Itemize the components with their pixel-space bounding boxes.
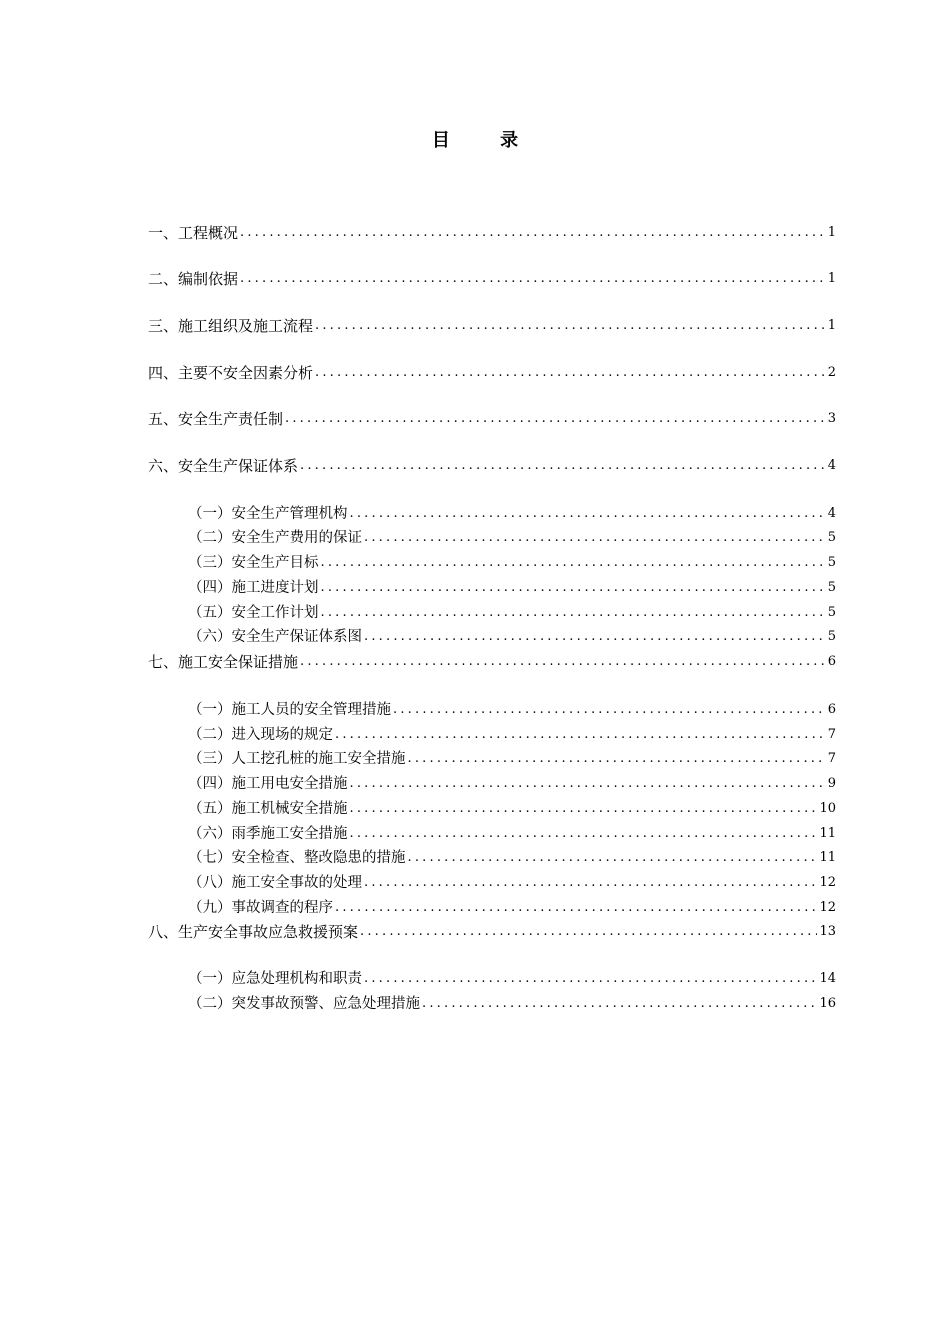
toc-entry-label: （八）施工安全事故的处理 — [188, 875, 362, 891]
toc-page-number: 5 — [827, 555, 836, 570]
leader-dots — [350, 823, 818, 845]
page-title: 目 录 — [431, 130, 541, 151]
toc-entry-label: （九）事故调查的程序 — [188, 900, 333, 916]
toc-page-number: 4 — [827, 458, 836, 473]
leader-dots — [350, 503, 826, 525]
toc-entry[interactable] — [148, 408, 836, 430]
toc-page-number: 7 — [827, 751, 836, 766]
toc-subentry[interactable] — [188, 552, 836, 574]
toc-entry-label: （五）施工机械安全措施 — [188, 801, 348, 817]
leader-dots — [285, 408, 826, 430]
toc-entry[interactable] — [148, 455, 836, 477]
leader-dots — [321, 602, 826, 624]
toc-page-number: 3 — [827, 411, 836, 426]
toc-entry-label: （一）应急处理机构和职责 — [188, 971, 362, 987]
toc-subentry[interactable] — [188, 897, 836, 919]
toc-entry-label: （四）施工用电安全措施 — [188, 776, 348, 792]
toc-page-number: 1 — [827, 225, 836, 240]
toc-subentry[interactable] — [188, 699, 836, 721]
leader-dots — [350, 773, 826, 795]
toc-page-number: 13 — [819, 924, 836, 939]
toc-entry-label: 一、工程概况 — [148, 224, 239, 242]
toc-subentry[interactable] — [188, 773, 836, 795]
leader-dots — [364, 626, 826, 648]
toc-page-number: 11 — [819, 850, 836, 865]
toc-subentry[interactable] — [188, 577, 836, 599]
leader-dots — [335, 724, 826, 746]
toc-entry[interactable] — [148, 315, 836, 337]
toc-entry-label: （七）安全检查、整改隐患的措施 — [188, 850, 406, 866]
leader-dots — [393, 699, 826, 721]
leader-dots — [364, 968, 817, 990]
toc-entry-label: （六）雨季施工安全措施 — [188, 826, 348, 842]
toc-entry-label: （二）进入现场的规定 — [188, 727, 333, 743]
toc-subentry[interactable] — [188, 626, 836, 648]
toc-entry-label: （一）施工人员的安全管理措施 — [188, 702, 391, 718]
toc-entry-label: 二、编制依据 — [148, 270, 239, 288]
toc-entry[interactable] — [148, 921, 836, 943]
leader-dots — [364, 527, 826, 549]
toc-entry-label: 八、生产安全事故应急救援预案 — [148, 923, 359, 941]
toc-entry-label: （四）施工进度计划 — [188, 580, 319, 596]
toc-page-number: 4 — [827, 506, 836, 521]
toc-page-number: 9 — [827, 776, 836, 791]
toc-subentry[interactable] — [188, 798, 836, 820]
toc-entry-label: （六）安全生产保证体系图 — [188, 629, 362, 645]
toc-page-number: 5 — [827, 530, 836, 545]
toc-page-number: 14 — [819, 971, 836, 986]
leader-dots — [422, 993, 817, 1015]
toc-entry[interactable] — [148, 268, 836, 290]
toc-subentry[interactable] — [188, 602, 836, 624]
toc-page-number: 10 — [819, 801, 836, 816]
leader-dots — [315, 362, 826, 384]
toc-entry-label: 三、施工组织及施工流程 — [148, 317, 314, 335]
toc-entry-label: 四、主要不安全因素分析 — [148, 364, 314, 382]
toc-subentry[interactable] — [188, 872, 836, 894]
toc-entry-label: 六、安全生产保证体系 — [148, 457, 299, 475]
toc-page-number: 6 — [827, 702, 836, 717]
toc-entry-label: （三）人工挖孔桩的施工安全措施 — [188, 751, 406, 767]
leader-dots — [240, 222, 826, 244]
toc-page-number: 11 — [819, 826, 836, 841]
toc-page-number: 7 — [827, 727, 836, 742]
toc-entry-label: （五）安全工作计划 — [188, 605, 319, 621]
toc-page-number: 6 — [827, 654, 836, 669]
toc-subentry[interactable] — [188, 724, 836, 746]
leader-dots — [300, 651, 826, 673]
toc-subentry[interactable] — [188, 503, 836, 525]
toc-entry-label: （三）安全生产目标 — [188, 555, 319, 571]
toc-subentry[interactable] — [188, 527, 836, 549]
leader-dots — [321, 577, 826, 599]
leader-dots — [300, 455, 826, 477]
toc-page-number: 16 — [819, 996, 836, 1011]
toc-entry-label: 七、施工安全保证措施 — [148, 653, 299, 671]
toc-entry-label: （二）突发事故预警、应急处理措施 — [188, 996, 420, 1012]
leader-dots — [350, 798, 818, 820]
toc-subentry[interactable] — [188, 748, 836, 770]
toc-page-number: 1 — [827, 271, 836, 286]
toc-entry-label: （一）安全生产管理机构 — [188, 506, 348, 522]
toc-page-number: 5 — [827, 580, 836, 595]
leader-dots — [321, 552, 826, 574]
toc-page-number: 1 — [827, 318, 836, 333]
leader-dots — [315, 315, 826, 337]
toc-entry[interactable] — [148, 362, 836, 384]
leader-dots — [408, 847, 818, 869]
leader-dots — [408, 748, 826, 770]
leader-dots — [335, 897, 817, 919]
toc-subentry[interactable] — [188, 993, 836, 1015]
leader-dots — [240, 268, 826, 290]
leader-dots — [364, 872, 817, 894]
toc-subentry[interactable] — [188, 823, 836, 845]
toc-subentry[interactable] — [188, 847, 836, 869]
toc-page-number: 5 — [827, 605, 836, 620]
toc-page-number: 12 — [819, 875, 836, 890]
toc-entry[interactable] — [148, 651, 836, 673]
toc-page-number: 12 — [819, 900, 836, 915]
toc-entry-label: 五、安全生产责任制 — [148, 410, 284, 428]
toc-page-number: 5 — [827, 629, 836, 644]
toc-entry-label: （二）安全生产费用的保证 — [188, 530, 362, 546]
toc-entry[interactable] — [148, 222, 836, 244]
toc-subentry[interactable] — [188, 968, 836, 990]
leader-dots — [360, 921, 817, 943]
toc-page-number: 2 — [827, 365, 836, 380]
